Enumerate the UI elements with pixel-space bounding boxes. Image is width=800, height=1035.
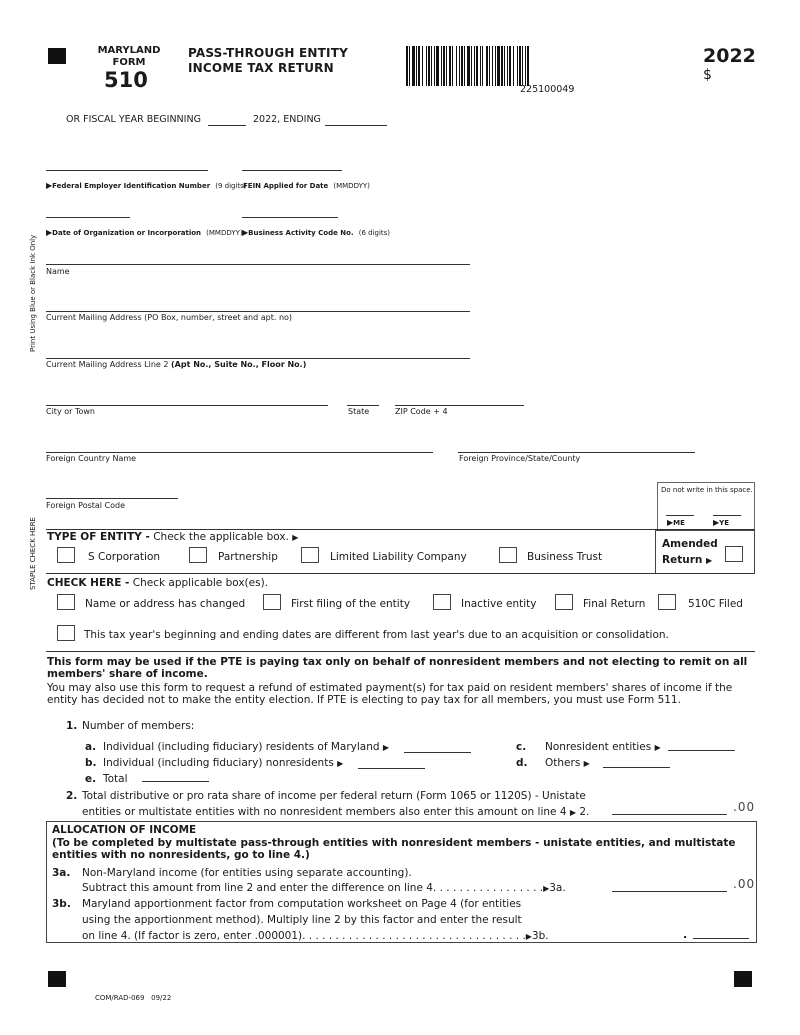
check-inactive-checkbox[interactable] (433, 594, 451, 610)
state-input[interactable] (347, 405, 379, 406)
line-3b-text-1: Maryland apportionment factor from computation worksheet on Page 4 (for entities (82, 898, 522, 910)
line-3a-text-2: Subtract this amount from line 2 and enter the difference on line 4. . . . . . . . . . . . . . . . .▶3a. (82, 882, 566, 894)
country-label: Foreign Country Name (46, 454, 137, 463)
line-1c-text: Nonresident entities ▶ (545, 741, 661, 753)
office-use-note: Do not write in this space. (661, 486, 753, 494)
line-3a-num: 3a. (52, 867, 71, 879)
arrow-right-icon: ▶ (46, 181, 53, 190)
check-510c-checkbox[interactable] (658, 594, 676, 610)
entity-llc-checkbox[interactable] (301, 547, 319, 563)
line-3b-input[interactable] (693, 938, 749, 939)
line-3a-text-1: Non-Maryland income (for entities using separate accounting). (82, 867, 412, 879)
entity-s-corp-label: S Corporation (88, 551, 161, 563)
line-1d-key: d. (516, 757, 528, 769)
dollar-sign: $ (703, 67, 712, 83)
line-1-text: Number of members: (82, 720, 195, 732)
amended-return-checkbox[interactable] (725, 546, 743, 562)
address2-input[interactable] (46, 358, 470, 359)
registration-mark-bottom-left (48, 971, 66, 987)
postal-input[interactable] (46, 498, 178, 499)
country-input[interactable] (46, 452, 433, 453)
footer-code: COM/RAD-069 09/22 (95, 994, 172, 1002)
check-510c-label: 510C Filed (688, 598, 743, 610)
check-name-changed-checkbox[interactable] (57, 594, 75, 610)
line-1e-text: Total (103, 773, 128, 785)
line-1a-text: Individual (including fiduciary) residents of Maryland ▶ (103, 741, 390, 753)
entity-s-corp-checkbox[interactable] (57, 547, 75, 563)
activity-code-input[interactable] (242, 217, 338, 218)
entity-heading: TYPE OF ENTITY - Check the applicable box. ▶ (47, 531, 299, 543)
arrow-right-icon: ▶ (713, 518, 720, 527)
registration-mark-top-left (48, 48, 66, 64)
arrow-right-icon: ▶ (569, 808, 577, 817)
form-title (188, 46, 348, 76)
registration-mark-bottom-right (734, 971, 752, 987)
title-line-1: PASS-THROUGH ENTITY (188, 46, 348, 60)
line-1d-text: Others ▶ (545, 757, 590, 769)
entity-top-rule (46, 529, 755, 530)
barcode (406, 46, 532, 86)
staple-instruction: STAPLE CHECK HERE (29, 517, 37, 590)
line-2-text-2: entities or multistate entities with no nonresident members also enter this amount on line 4 ▶ 2. (82, 806, 590, 818)
arrow-right-icon: ▶ (382, 743, 390, 752)
form-label: FORM (112, 57, 146, 68)
city-label: City or Town (46, 407, 95, 416)
check-final-return-label: Final Return (583, 598, 646, 610)
province-input[interactable] (458, 452, 695, 453)
barcode-number: 225100049 (520, 84, 575, 95)
amended-box (655, 530, 755, 574)
arrow-right-icon: ▶ (543, 884, 550, 893)
line-3b-text-2: using the apportionment method). Multiply line 2 by this factor and enter the result (82, 914, 522, 926)
entity-trust-label: Business Trust (527, 551, 603, 563)
notice-bold: This form may be used if the PTE is paying tax only on behalf of nonresident members and not electing to remit on all members' share of income. (47, 656, 748, 680)
notice-top-rule (46, 651, 755, 652)
ye-label: ▶YE (713, 518, 730, 527)
postal-label: Foreign Postal Code (46, 501, 126, 510)
line-2-text-1: Total distributive or pro rata share of income per federal return (Form 1065 or 1120S) - Unistate (82, 790, 586, 802)
fein-applied-input[interactable] (242, 170, 342, 171)
address1-input[interactable] (46, 311, 470, 312)
check-heading: CHECK HERE - Check applicable box(es). (47, 577, 269, 589)
fiscal-beginning-label: OR FISCAL YEAR BEGINNING (66, 114, 201, 125)
zip-label: ZIP Code + 4 (395, 407, 448, 416)
line-1e-input[interactable] (142, 781, 209, 782)
check-dates-different-label: This tax year's beginning and ending dates are different from last year's due to an acquisition or consolidation. (84, 629, 669, 641)
check-inactive-label: Inactive entity (461, 598, 537, 610)
line-2-input[interactable] (612, 814, 727, 815)
address1-label: Current Mailing Address (PO Box, number, street and apt. no) (46, 313, 293, 322)
line-3b-decimal: . (683, 928, 688, 941)
check-first-filing-checkbox[interactable] (263, 594, 281, 610)
address2-label: Current Mailing Address Line 2 (Apt No., Suite No., Floor No.) (46, 360, 307, 369)
arrow-right-icon: ▶ (525, 932, 532, 941)
line-1b-key: b. (85, 757, 97, 769)
line-1b-text: Individual (including fiduciary) nonresidents ▶ (103, 757, 344, 769)
org-date-label: ▶Date of Organization or Incorporation (MMDDYY) (46, 228, 243, 237)
line-1a-key: a. (85, 741, 97, 753)
line-1c-key: c. (516, 741, 527, 753)
line-3a-cents: .00 (733, 877, 756, 891)
office-use-box (657, 482, 755, 530)
form-number: 510 (104, 68, 148, 92)
check-name-changed-label: Name or address has changed (85, 598, 246, 610)
name-label: Name (46, 267, 70, 276)
amended-label-1: Amended (662, 538, 718, 550)
activity-code-label: ▶Business Activity Code No. (6 digits) (242, 228, 391, 237)
me-line (666, 515, 694, 516)
arrow-right-icon: ▶ (654, 743, 661, 752)
city-input[interactable] (46, 405, 328, 406)
fein-input[interactable] (46, 170, 208, 171)
ye-line (713, 515, 741, 516)
org-date-input[interactable] (46, 217, 130, 218)
entity-partnership-checkbox[interactable] (189, 547, 207, 563)
line-2-cents: .00 (733, 800, 756, 814)
entity-bottom-rule (46, 573, 755, 574)
province-label: Foreign Province/State/County (459, 454, 581, 463)
line-1d-input[interactable] (603, 767, 670, 768)
form-state-label (93, 45, 165, 69)
line-1c-input[interactable] (668, 750, 735, 751)
line-2-num: 2. (66, 790, 78, 802)
arrow-right-icon: ▶ (46, 228, 53, 237)
line-3b-text-3: on line 4. (If factor is zero, enter .000001). . . . . . . . . . . . . . . . . . . . . . . . . . . . . . . . . .▶3b. (82, 930, 549, 942)
title-line-2: INCOME TAX RETURN (188, 61, 334, 75)
amended-label-2: Return ▶ (662, 554, 713, 566)
line-1-num: 1. (66, 720, 78, 732)
name-input[interactable] (46, 264, 470, 265)
arrow-right-icon: ▶ (337, 759, 344, 768)
line-3b-num: 3b. (52, 898, 71, 910)
notice-text: You may also use this form to request a refund of estimated payment(s) for tax paid on resident members' shares of income if the entity has decided not to make the entity election. If PTE is electing to pay tax for all members, you must use Form 511. (47, 682, 733, 706)
line-3a-input[interactable] (612, 891, 727, 892)
fein-applied-label: FEIN Applied for Date (MMDDYY) (243, 182, 370, 190)
barcode-bar (529, 46, 532, 86)
check-dates-different-checkbox[interactable] (57, 625, 75, 641)
arrow-right-icon: ▶ (583, 759, 590, 768)
zip-input[interactable] (395, 405, 524, 406)
state-name: MARYLAND (97, 45, 161, 56)
line-1e-key: e. (85, 773, 97, 785)
allocation-subheading: (To be completed by multistate pass-through entities with nonresident members - unistate entities, and multistate entities with no nonresidents, go to line 4.) (52, 837, 736, 861)
fein-label: ▶Federal Employer Identification Number (9 digits) (46, 181, 247, 190)
entity-partnership-label: Partnership (218, 551, 278, 563)
arrow-right-icon: ▶ (292, 533, 299, 542)
entity-trust-checkbox[interactable] (499, 547, 517, 563)
state-label: State (348, 407, 370, 416)
ink-instruction: Print Using Blue or Black Ink Only (29, 234, 37, 352)
fiscal-ending-input[interactable] (325, 125, 387, 126)
check-first-filing-label: First filing of the entity (291, 598, 411, 610)
line-1b-input[interactable] (358, 768, 425, 769)
fiscal-beginning-input[interactable] (208, 125, 246, 126)
me-label: ▶ME (667, 518, 685, 527)
entity-llc-label: Limited Liability Company (330, 551, 467, 563)
line-1a-input[interactable] (404, 752, 471, 753)
fiscal-ending-label: 2022, ENDING (253, 114, 321, 125)
arrow-right-icon: ▶ (242, 228, 249, 237)
allocation-heading: ALLOCATION OF INCOME (52, 824, 197, 836)
arrow-right-icon: ▶ (706, 556, 713, 565)
tax-year: 2022 (703, 45, 756, 67)
arrow-right-icon: ▶ (667, 518, 674, 527)
check-final-return-checkbox[interactable] (555, 594, 573, 610)
